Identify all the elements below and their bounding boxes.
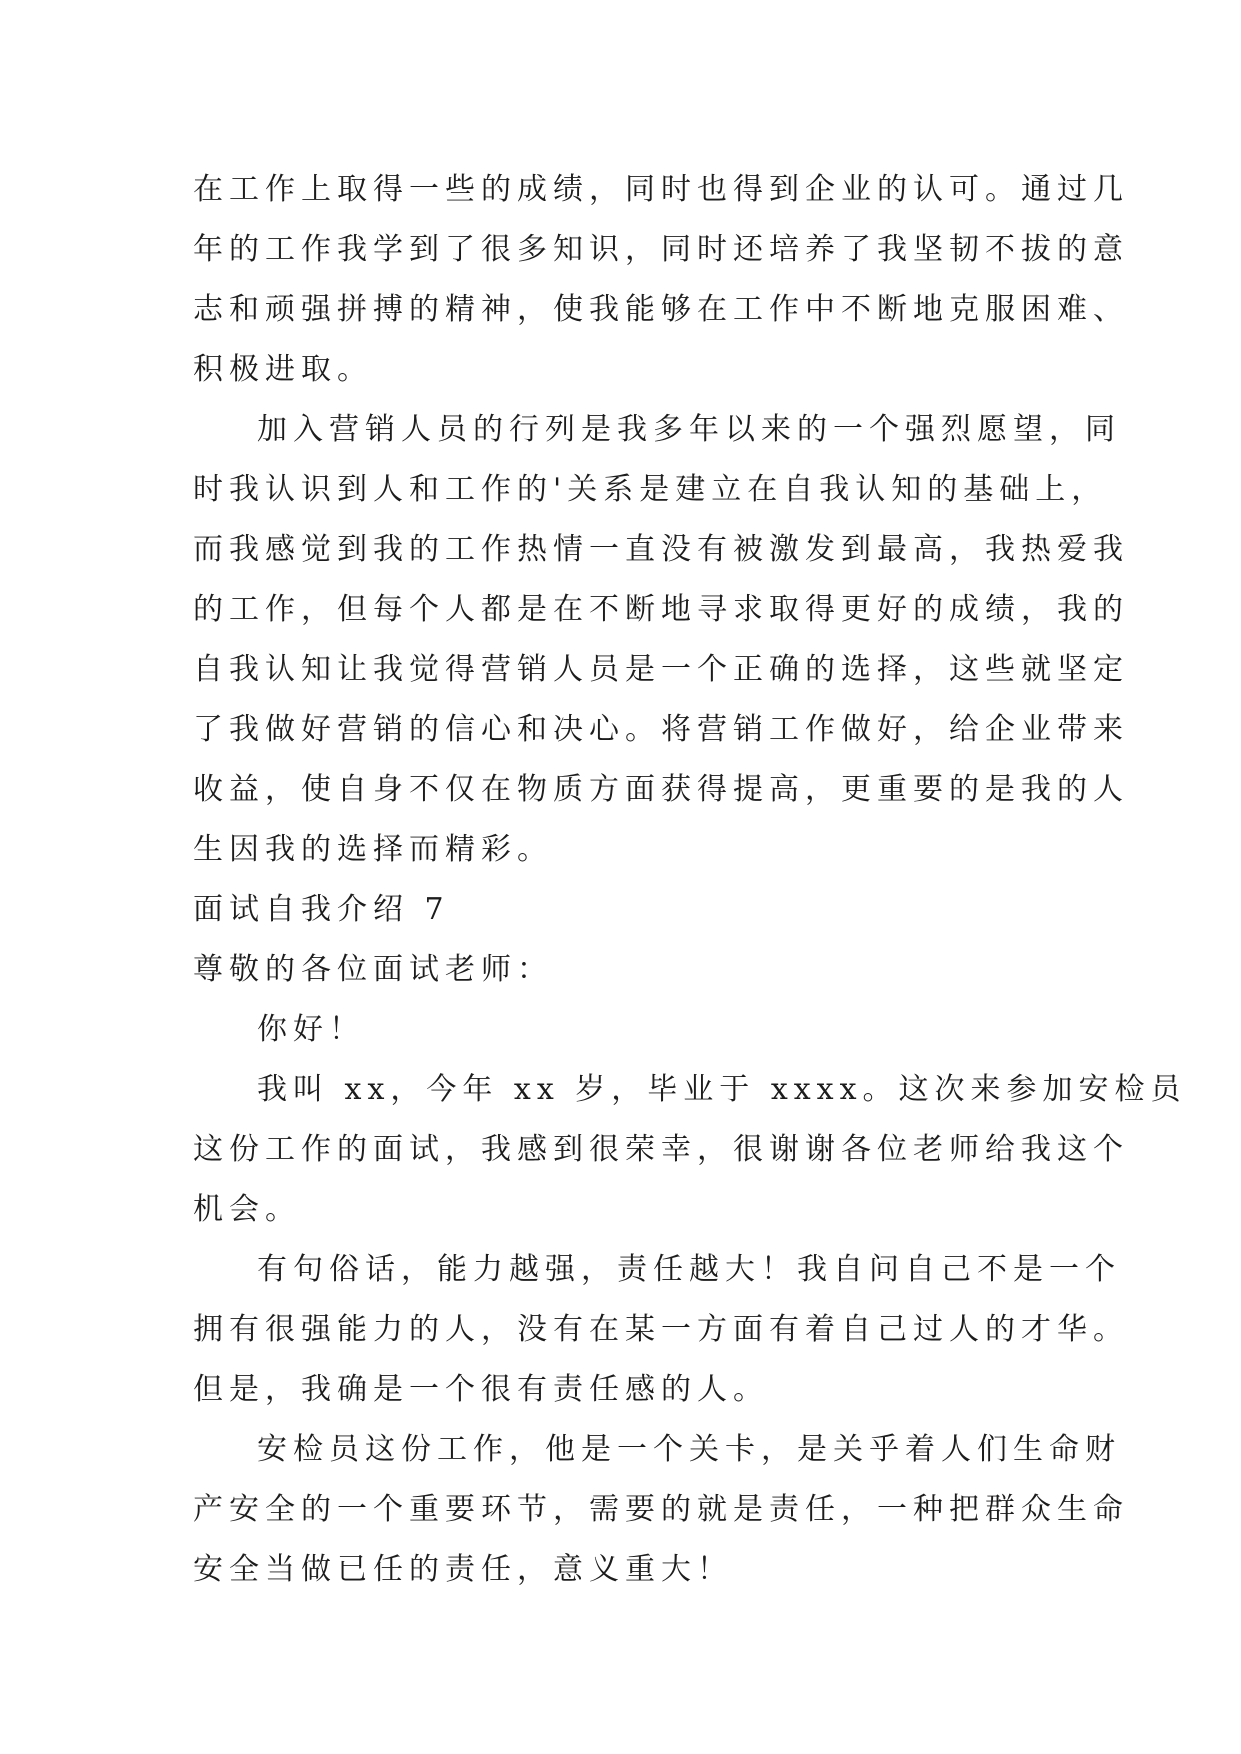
text-line: 积极进取。: [193, 352, 373, 387]
text-line: 有句俗话，能力越强，责任越大！我自问自己不是一个: [257, 1252, 1121, 1287]
text-line: 尊敬的各位面试老师：: [193, 952, 553, 987]
text-line: 这份工作的面试，我感到很荣幸，很谢谢各位老师给我这个: [193, 1132, 1129, 1167]
text-line: 加入营销人员的行列是我多年以来的一个强烈愿望，同: [257, 412, 1121, 447]
text-line: 面试自我介绍 7: [193, 892, 450, 927]
text-line: 收益，使自身不仅在物质方面获得提高，更重要的是我的人: [193, 772, 1129, 807]
text-line: 在工作上取得一些的成绩，同时也得到企业的认可。通过几: [193, 172, 1129, 207]
text-line: 我叫 xx，今年 xx 岁，毕业于 xxxx。这次来参加安检员: [257, 1072, 1187, 1107]
text-line: 了我做好营销的信心和决心。将营销工作做好，给企业带来: [193, 712, 1129, 747]
text-line: 你好！: [257, 1012, 365, 1047]
text-line: 生因我的选择而精彩。: [193, 832, 553, 867]
text-line: 安全当做已任的责任，意义重大！: [193, 1552, 733, 1587]
text-line: 的工作，但每个人都是在不断地寻求取得更好的成绩，我的: [193, 592, 1129, 627]
text-line: 产安全的一个重要环节，需要的就是责任，一种把群众生命: [193, 1492, 1129, 1527]
document-body: [193, 160, 1187, 1600]
text-line: 安检员这份工作，他是一个关卡，是关乎着人们生命财: [257, 1432, 1121, 1467]
text-line: 志和顽强拼搏的精神，使我能够在工作中不断地克服困难、: [193, 292, 1129, 327]
text-line: 但是，我确是一个很有责任感的人。: [193, 1372, 769, 1407]
text-line: 年的工作我学到了很多知识，同时还培养了我坚韧不拔的意: [193, 232, 1129, 267]
text-line: 自我认知让我觉得营销人员是一个正确的选择，这些就坚定: [193, 652, 1129, 687]
text-line: 拥有很强能力的人，没有在某一方面有着自己过人的才华。: [193, 1312, 1129, 1347]
text-line: 而我感觉到我的工作热情一直没有被激发到最高，我热爱我: [193, 532, 1129, 567]
text-line: 机会。: [193, 1192, 301, 1227]
text-line: 时我认识到人和工作的'关系是建立在自我认知的基础上，: [193, 472, 1108, 507]
